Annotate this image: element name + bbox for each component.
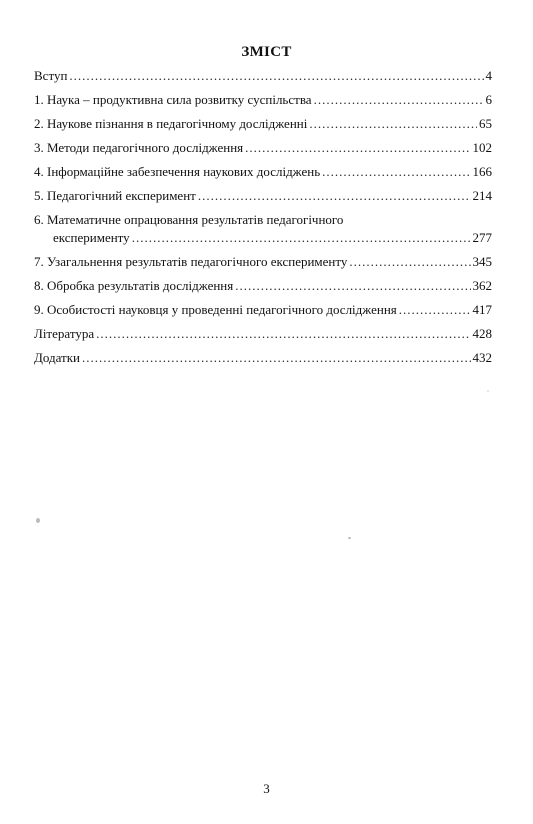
dot-leader <box>82 350 471 366</box>
dot-leader <box>198 188 471 204</box>
dot-leader <box>349 254 470 270</box>
dot-leader <box>309 116 477 132</box>
toc-entry-label: 3. Методи педагогічного дослідження <box>34 140 244 155</box>
dot-leader <box>245 140 470 156</box>
dot-leader <box>235 278 470 294</box>
dot-leader <box>132 230 471 246</box>
toc-entry-label: 2. Наукове пізнання в педагогічному дослідженні <box>34 116 308 131</box>
page-title: ЗМІСТ <box>241 44 292 60</box>
dot-leader <box>96 326 470 342</box>
toc-entry-label: 4. Інформаційне забезпечення наукових досліджень <box>34 164 321 179</box>
toc-entry-page: 428 <box>472 326 492 341</box>
toc-entry-1 <box>34 92 492 116</box>
toc-entry-label: Література <box>34 326 95 341</box>
dot-leader <box>314 92 484 108</box>
toc-entry-4 <box>34 164 492 188</box>
scan-speck <box>348 537 351 539</box>
toc-entry-6-line1 <box>34 212 492 230</box>
toc-entry-3 <box>34 140 492 164</box>
toc-entry-label-continued: експерименту <box>53 230 130 245</box>
toc-entry-label: 7. Узагальнення результатів педагогічного експерименту <box>34 254 348 269</box>
toc-entry-intro <box>34 68 492 92</box>
toc-entry-page: 166 <box>472 164 492 179</box>
dot-leader <box>322 164 470 180</box>
toc-entry-2 <box>34 116 492 140</box>
toc-entry-page: 65 <box>479 116 492 131</box>
toc-entry-label: 1. Наука – продуктивна сила розвитку суспільства <box>34 92 312 107</box>
page-number: 3 <box>263 781 270 796</box>
toc-entry-8 <box>34 278 492 302</box>
toc-entry-page: 102 <box>472 140 492 155</box>
toc-entry-6-line2 <box>34 230 492 254</box>
toc-entry-page: 345 <box>472 254 492 269</box>
toc-entry-label: Додатки <box>34 350 80 365</box>
toc-entry-page: 277 <box>472 230 492 245</box>
toc-entry-label: Вступ <box>34 68 68 83</box>
toc-entry-page: 362 <box>472 278 492 293</box>
toc-entry-page: 214 <box>472 188 492 203</box>
toc-entry-7 <box>34 254 492 278</box>
toc-entry-label: 5. Педагогічний експеримент <box>34 188 196 203</box>
toc-entry-label: 9. Особистості науковця у проведенні педагогічного дослідження <box>34 302 397 317</box>
toc-entry-9 <box>34 302 492 326</box>
toc-entry-page: 417 <box>472 302 492 317</box>
toc-entry-label: 8. Обробка результатів дослідження <box>34 278 234 293</box>
scan-speck <box>487 390 489 392</box>
scan-speck <box>36 518 40 523</box>
toc-entry-page: 4 <box>485 68 492 83</box>
toc-entry-5 <box>34 188 492 212</box>
toc-entry-appendices <box>34 350 492 374</box>
dot-leader <box>69 68 483 84</box>
dot-leader <box>399 302 471 318</box>
toc-entry-label: 6. Математичне опрацювання результатів педагогічного <box>34 212 344 227</box>
toc-entry-page: 432 <box>472 350 492 365</box>
toc-entry-literature <box>34 326 492 350</box>
toc-entry-page: 6 <box>485 92 492 107</box>
table-of-contents <box>34 68 492 374</box>
